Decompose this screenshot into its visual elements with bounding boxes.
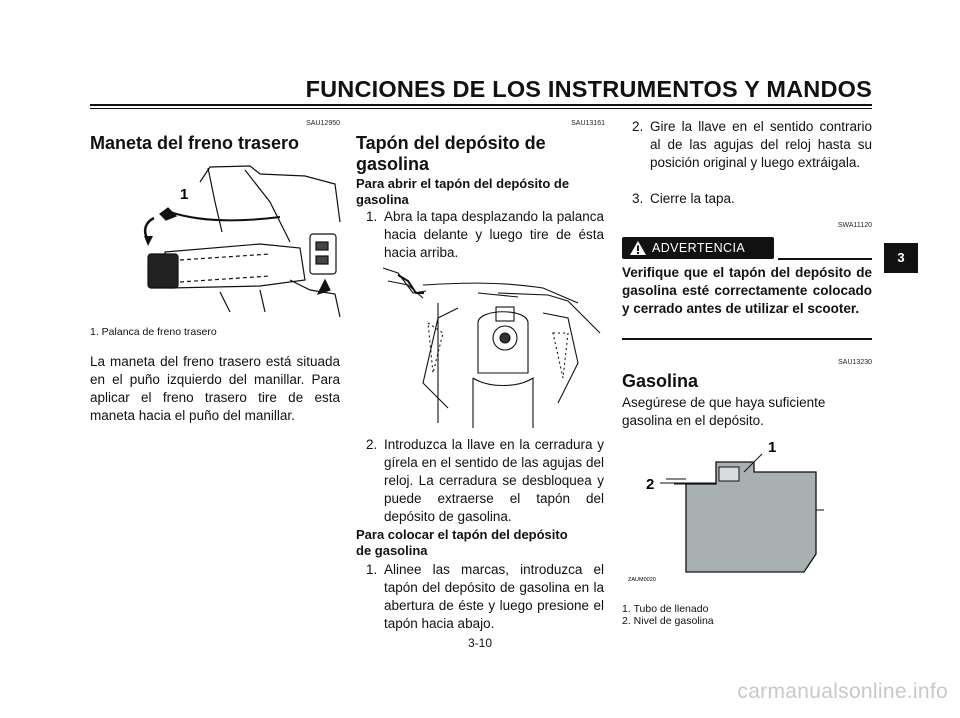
figure-callout: 1 bbox=[180, 186, 189, 203]
warning-text: Verifique que el tapón del depósito de gasolina esté correctamente colocado y cerrado antes de utilizar el scooter. bbox=[622, 265, 872, 316]
fuel-tank-figure bbox=[624, 432, 834, 592]
figure-code: ZAUM0020 bbox=[628, 577, 656, 583]
step-number: 1. bbox=[366, 209, 378, 224]
warning-triangle-icon bbox=[629, 240, 647, 256]
step-item bbox=[366, 436, 604, 526]
step-item bbox=[632, 190, 872, 208]
warning-banner bbox=[622, 237, 774, 259]
step-number: 2. bbox=[632, 119, 644, 134]
watermark: carmanualsonline.info bbox=[737, 680, 948, 703]
section-heading-line1: Tapón del depósito de bbox=[356, 133, 546, 153]
page-number: 3-10 bbox=[467, 636, 493, 650]
warning-rule bbox=[778, 258, 872, 260]
warning-bottom-rule bbox=[622, 338, 872, 340]
warning-label: ADVERTENCIA bbox=[652, 241, 746, 255]
section-heading: Maneta del freno trasero bbox=[90, 133, 300, 153]
header-rule bbox=[90, 104, 872, 106]
chapter-tab[interactable]: 3 bbox=[884, 243, 918, 273]
step-item bbox=[366, 208, 604, 262]
step-item bbox=[366, 561, 604, 633]
figure-callout-1: 1 bbox=[768, 439, 777, 456]
figure-caption: 2. Nivel de gasolina bbox=[622, 615, 714, 627]
step-number: 2. bbox=[366, 437, 378, 452]
step-text: Cierre la tapa. bbox=[650, 191, 735, 206]
section-code: SAU12950 bbox=[306, 120, 340, 127]
section-heading-line2: gasolina bbox=[356, 154, 430, 174]
body-paragraph: Asegúrese de que haya suficiente gasolina en el depósito. bbox=[622, 395, 826, 428]
step-number: 1. bbox=[366, 562, 378, 577]
warning-code: SWA11120 bbox=[837, 222, 872, 229]
step-text: Introduzca la llave en la cerradura y gírela en el sentido de las agujas del reloj. La cerradura se desbloquea y puede extraerse el tapón del depósito de gasolina. bbox=[384, 437, 604, 524]
figure-caption: 1. Tubo de llenado bbox=[622, 603, 709, 615]
page-header-title: FUNCIONES DE LOS INSTRUMENTOS Y MANDOS bbox=[305, 76, 872, 102]
figure-callout-2: 2 bbox=[646, 476, 655, 493]
step-text: Alinee las marcas, introduzca el tapón del depósito de gasolina en la abertura de éste y luego presione el tapón hacia abajo. bbox=[384, 562, 604, 631]
subheading-close: Para colocar el tapón del depósito de gasolina bbox=[356, 527, 568, 558]
section-code: SAU13230 bbox=[838, 359, 872, 366]
step-text: Gire la llave en el sentido contrario al de las agujas del reloj hasta su posición original y luego extráigala. bbox=[650, 119, 872, 170]
fuel-cap-figure bbox=[378, 263, 604, 429]
subheading-open: Para abrir el tapón del depósito de gasolina bbox=[356, 176, 570, 207]
figure-caption: 1. Palanca de freno trasero bbox=[90, 326, 217, 338]
step-text: Abra la tapa desplazando la palanca hacia delante y luego tire de ésta hacia arriba. bbox=[384, 209, 604, 260]
rear-brake-lever-figure bbox=[140, 162, 345, 320]
step-item bbox=[632, 118, 872, 172]
section-code: SAU13161 bbox=[571, 120, 605, 127]
section-heading: Gasolina bbox=[622, 371, 699, 391]
header-rule-thin bbox=[90, 108, 872, 109]
step-number: 3. bbox=[632, 191, 644, 206]
body-paragraph: La maneta del freno trasero está situada en el puño izquierdo del manillar. Para aplicar el freno trasero tire de esta maneta hacia el puño del manillar. bbox=[90, 354, 340, 423]
